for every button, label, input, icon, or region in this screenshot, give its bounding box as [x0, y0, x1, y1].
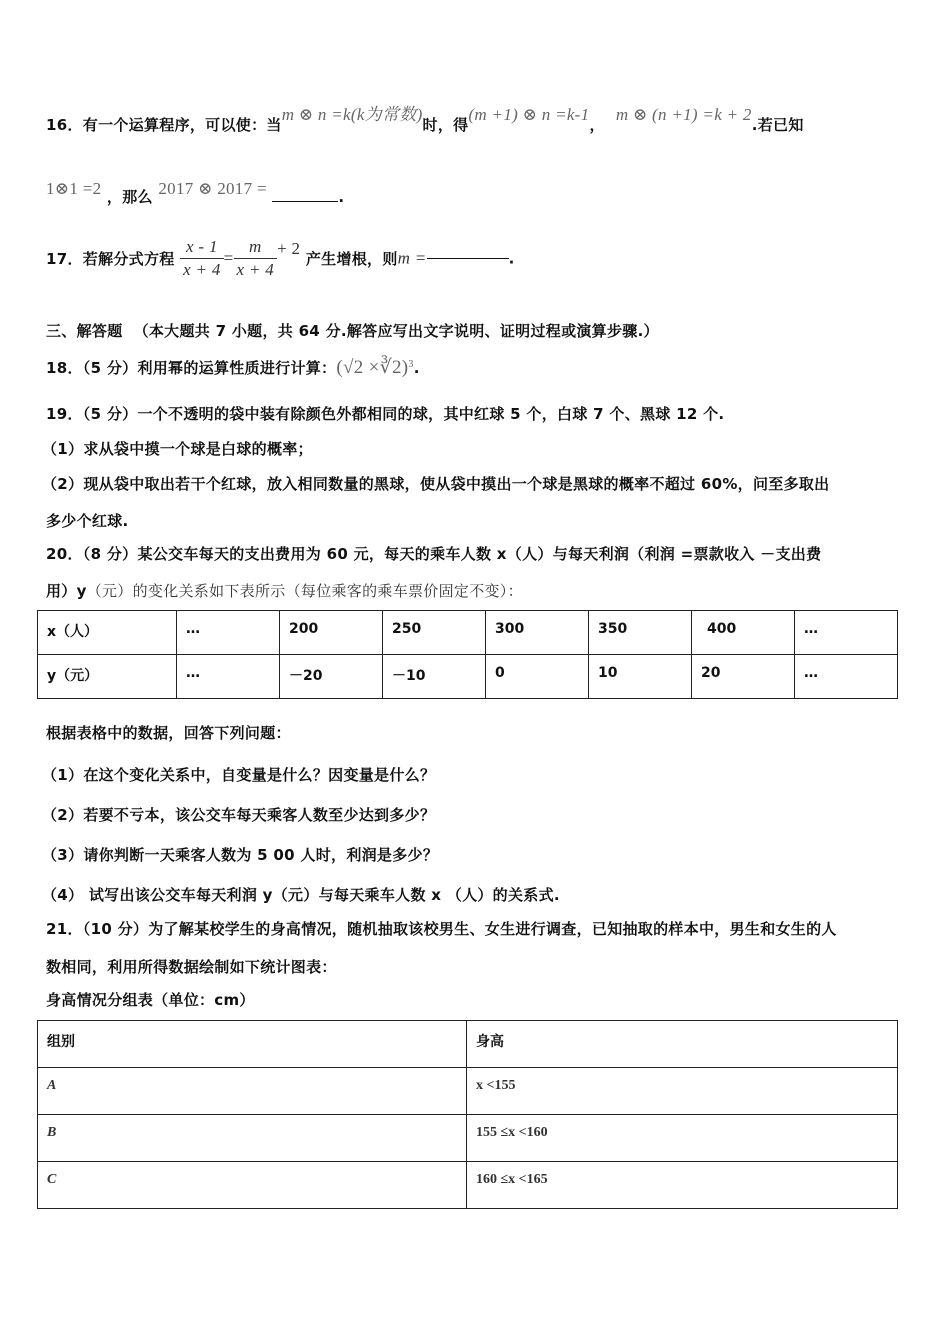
table-cell: 400	[692, 611, 795, 655]
table-header: 身高	[467, 1021, 898, 1068]
table-row	[38, 655, 898, 699]
math-expression: 1⊗1 =2	[46, 179, 102, 198]
question-number: 19．	[46, 405, 83, 423]
question-number: 18．	[46, 359, 83, 377]
math-expression: m ⊗ n =k(k为常数)	[281, 105, 423, 124]
answer-blank[interactable]	[427, 258, 509, 259]
math-expression: (√2 ×∛2)	[336, 357, 409, 378]
question-20-part-2: （2）若要不亏本，该公交车每天乘客人数至少达到多少？	[42, 806, 436, 824]
question-20-part-3: （3）请你判断一天乘客人数为 5 00 人时，利润是多少？	[42, 846, 439, 864]
profit-table	[37, 610, 898, 699]
question-19-part-2: （2）现从袋中取出若干个红球，放入相同数量的黑球，使从袋中摸出一个球是黑球的概率不超过 60%，问至多取出	[42, 475, 830, 493]
math-expression: (m +1) ⊗ n =k-1	[468, 105, 590, 124]
table-cell: C	[38, 1162, 467, 1209]
question-20-part-4: （4） 试写出该公交车每天利润 y（元）与每天乘车人数 x （人）的关系式.	[42, 886, 560, 904]
question-20-cont: 用）y（元）的变化关系如下表所示（每位乘客的乘车票价固定不变）：	[46, 582, 523, 600]
table-cell: …	[795, 611, 898, 655]
question-18: 18．（5 分）利用幂的运算性质进行计算：(√2 ×∛2)$^3$.	[46, 357, 420, 378]
math-expression: m ⊗ (n +1) =k + 2	[615, 105, 752, 124]
question-21: 21．（10 分）为了解某校学生的身高情况，随机抽取该校男生、女生进行调查，已知抽取的样本中，男生和女生的人	[46, 920, 837, 938]
table-cell: …	[795, 655, 898, 699]
answer-blank[interactable]	[272, 201, 338, 202]
table-cell: 160 ≤x <165	[467, 1162, 898, 1209]
section-heading: 三、解答题 （本大题共 7 小题，共 64 分.解答应写出文字说明、证明过程或演算步骤.）	[46, 322, 659, 340]
question-21-cont: 数相同，利用所得数据绘制如下统计图表：	[46, 958, 337, 976]
table-cell: A	[38, 1068, 467, 1115]
table-cell: 300	[486, 611, 589, 655]
height-group-table	[37, 1020, 898, 1209]
table-header-row	[38, 1021, 898, 1068]
table-row	[38, 611, 898, 655]
table-header: 组别	[38, 1021, 467, 1068]
question-20: 20．（8 分）某公交车每天的支出费用为 60 元，每天的乘车人数 x（人）与每天利润（利润 =票款收入 －支出费	[46, 545, 822, 563]
question-20-prompt: 根据表格中的数据，回答下列问题：	[46, 724, 291, 742]
question-number: 17．	[46, 250, 83, 268]
question-19-part-2-cont: 多少个红球.	[46, 512, 129, 530]
table-cell: 155 ≤x <160	[467, 1115, 898, 1162]
table-cell: 20	[692, 655, 795, 699]
math-expression: 2017 ⊗ 2017 =	[158, 179, 267, 198]
table-cell: B	[38, 1115, 467, 1162]
table-cell: 350	[589, 611, 692, 655]
question-number: 16．	[46, 116, 83, 134]
table-cell: －10	[383, 655, 486, 699]
table-cell: …	[177, 655, 280, 699]
question-20-part-1: （1）在这个变化关系中，自变量是什么？因变量是什么？	[42, 766, 436, 784]
table-cell: 0	[486, 655, 589, 699]
table-cell: x（人）	[38, 611, 177, 655]
table-cell: －20	[280, 655, 383, 699]
question-16-line-1: 16．有一个运算程序，可以使：当m ⊗ n =k(k为常数)时，得(m +1) ⊗ n =k-1， m ⊗ (n +1) =k + 2.若已知	[46, 105, 804, 134]
table-cell: …	[177, 611, 280, 655]
question-19-part-1: （1）求从袋中摸一个球是白球的概率；	[42, 440, 313, 458]
question-17: 17．若解分式方程 $\frac{x - 1}{x + 4}$ = $\frac{m}{x + 4}$ + 2 产生增根，则m = .	[46, 237, 515, 279]
question-number: 20．	[46, 545, 83, 563]
table-title: 身高情况分组表（单位：cm）	[46, 991, 255, 1009]
fraction: $\frac{m}{x + 4}$	[234, 236, 278, 281]
question-16-line-2: 1⊗1 =2 ，那么 2017 ⊗ 2017 = .	[46, 179, 345, 206]
table-cell: y（元）	[38, 655, 177, 699]
question-19: 19．（5 分）一个不透明的袋中装有除颜色外都相同的球，其中红球 5 个，白球 7 个、黑球 12 个.	[46, 405, 725, 423]
table-cell: 250	[383, 611, 486, 655]
table-row	[38, 1068, 898, 1115]
fraction: $\frac{x - 1}{x + 4}$	[180, 236, 224, 281]
table-cell: 10	[589, 655, 692, 699]
table-cell: x <155	[467, 1068, 898, 1115]
table-row	[38, 1162, 898, 1209]
table-cell: 200	[280, 611, 383, 655]
question-number: 21．	[46, 920, 83, 938]
table-row	[38, 1115, 898, 1162]
